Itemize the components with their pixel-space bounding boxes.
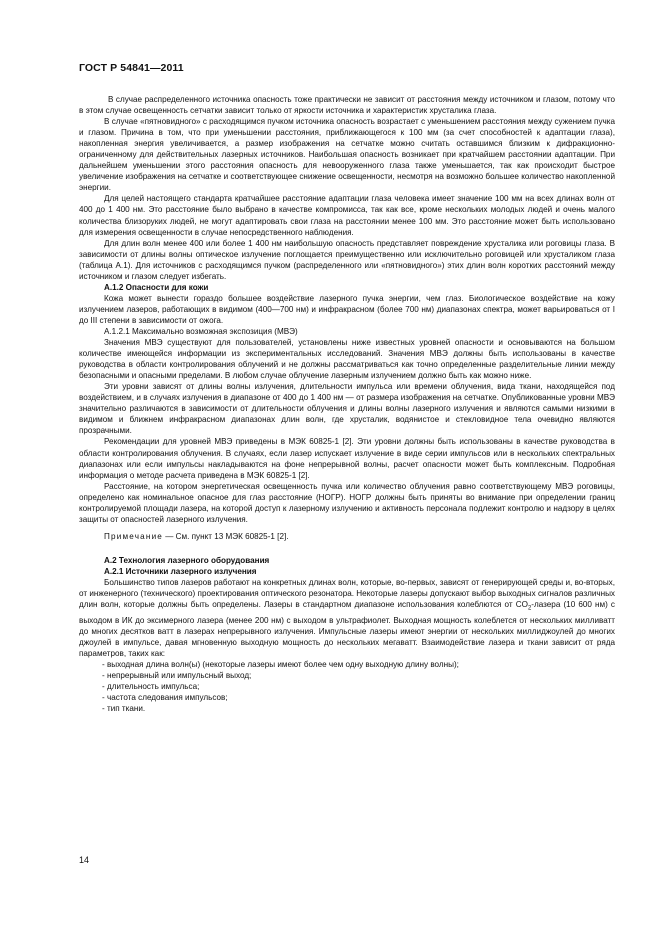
paragraph: Кожа может вынести гораздо большее воздействие лазерного пучка энергии, чем глаз. Биологическое воздействие на кожу излучением лазеров, работающих в видимом (400—700 нм) и инфракрасном (более 700 нм) диапазонах спектра, может варьироваться от I до III степени в зависимости от ожога.: [79, 293, 615, 325]
list-item: - длительность импульса;: [102, 681, 615, 692]
paragraph: Для целей настоящего стандарта кратчайшее расстояние адаптации глаза человека имеет значение 100 мм на всех длинах волн от 400 до 1 400 нм. Это расстояние было выбрано в качестве компромисса, так как все, кроме нескольких молодых людей и очень малого количества близоруких людей, не могут адаптировать свои глаза на расстоянии менее 100 мм. Это расстояние может быть использовано для измерения освещенности в случае непосредственного наблюдения.: [79, 194, 615, 237]
section-heading-a12: А.1.2 Опасности для кожи: [104, 282, 209, 292]
list-item: - тип ткани.: [102, 703, 615, 714]
list-item: - выходная длина волн(ы) (некоторые лазеры имеют более чем одну выходную длину волны);: [102, 659, 615, 670]
section-heading-a21: А.2.1 Источники лазерного излучения: [104, 566, 257, 576]
list-item: - непрерывный или импульсный выход;: [102, 670, 615, 681]
note: [79, 531, 615, 542]
subscript: 2: [527, 605, 532, 612]
paragraph: Рекомендации для уровней МВЭ приведены в МЭК 60825-1 [2]. Эти уровни должны быть использованы в качестве руководства в области контролирования облучения. В случаях, если лазер испускает излучение в виде серии импульсов или в нескольких спектральных диапазонах или если импульсы накладываются на фоне непрерывной волны, расчет опасности может быть комплексным. Подробная информация о методе расчета приведена в МЭК 60825-1 [2].: [79, 437, 615, 480]
note-text: — См. пункт 13 МЭК 60825-1 [2].: [163, 531, 289, 541]
parameter-list: [79, 659, 615, 714]
paragraph-part: Большинство типов лазеров работают на конкретных длинах волн, которые, во-первых, зависят от генерирующей среды и, во-вторых, от инженерного (технического) проектирования оптического резонатора. Некоторые лазеры допускают выбор выходных сигналов различных длин волн, которые должны быть определены. Лазеры в стандартном диапазоне использования колеблются от CO: [79, 577, 615, 610]
list-item: - частота следования импульсов;: [102, 692, 615, 703]
paragraph: В случае распределенного источника опасность тоже практически не зависит от расстояния между источником и глазом, потому что в этом случае освещенность сетчатки зависит только от яркости источника и характеристик хрусталика глаза.: [79, 95, 615, 116]
body-text: [79, 94, 615, 714]
paragraph: [79, 577, 615, 659]
paragraph: Эти уровни зависят от длины волны излучения, длительности импульса или времени облучения, вида ткани, находящейся под воздействием, и в случаях излучения в диапазоне от 400 до 1 400 нм — от размера изображения на сетчатке. Опубликованные уровни МВЭ значительно различаются в зависимости от длительности облучения и длины волны лазерного излучения и являются самыми низкими в видимом и ближнем инфракрасном диапазонах длин волн, где хрусталик, водянистое и стекловидное тела очевидно являются прозрачными.: [79, 382, 615, 436]
subsection-title-a121: А.1.2.1 Максимально возможная экспозиция (МВЭ): [104, 326, 298, 336]
paragraph: В случае «пятновидного» с расходящимся пучком источника опасность возрастает с уменьшением расстояния между сужением пучка и глазом. Причина в том, что при уменьшении расстояния, приближающегося к 100 мм (за счет способностей к адаптации глаза), накопленная энергия увеличивается, а размер изображения на сетчатке можно считать оставшимся близким к дифракционно-ограниченному для действительных лазерных источников. Наибольшая опасность возникает при кратчайшем расстоянии адаптации. При дальнейшем уменьшении этого расстояния опасность для невооруженного глаза также уменьшается, так как происходит быстрое увеличение изображения на сетчатке и соответствующее снижение освещенности, несмотря на возможно большее количество накопленной энергии.: [79, 117, 615, 193]
section-heading-a2: А.2 Технология лазерного оборудования: [104, 555, 270, 565]
standard-header: ГОСТ Р 54841—2011: [79, 62, 184, 74]
note-label: Примечание: [104, 531, 164, 541]
paragraph: Для длин волн менее 400 или более 1 400 нм наибольшую опасность представляет повреждение хрусталика или роговицы глаза. В зависимости от длины волны оптическое излучение поглощается преимущественно или исключительно роговицей или хрусталиком глаза (таблица А.1). Для источников с расходящимся пучком (распределенного или «пятновидного») этих длин волн коротких расстояний между источником и глазом следует избегать.: [79, 238, 615, 281]
paragraph: Значения МВЭ существуют для пользователей, установлены ниже известных уровней опасности и основываются на большом количестве имеющейся информации из экспериментальных исследований. Значения МВЭ должны быть использованы в качестве руководства в области контролирования облучений и не должны рассматриваться как точно определенные разделительные линии между безопасными и опасными пределами. В любом случае облучение лазерным излучением должно быть как можно ниже.: [79, 338, 615, 381]
paragraph-part: -лазера (10 600 нм) с выходом в ИК до эксимерного лазера (менее 200 нм) с выходом в ультрафиолет. Выходная мощность колеблется от нескольких милливатт до многих десятков ватт в лазерах непрерывного излучения. Импульсные лазеры имеют энергии от нескольких миллиджоулей до многих джоулей в импульсе, давая мгновенную выходную мощность до нескольких мегаватт. Взаимодействие лазера и ткани зависит от ряда параметров, таких как:: [79, 600, 615, 658]
paragraph: Расстояние, на котором энергетическая освещенность пучка или количество облучения равно соответствующему МВЭ роговицы, определено как номинальное опасное для глаз расстояние (НОГР). НОГР должны быть приняты во внимание при определении границ контролируемой площади лазера, на которой доступ к лазерному излучению и активность персонала подлежит контролю и надзору в целях защиты от опасностей лазерного излучения.: [79, 481, 615, 524]
page-number: 14: [79, 855, 90, 865]
